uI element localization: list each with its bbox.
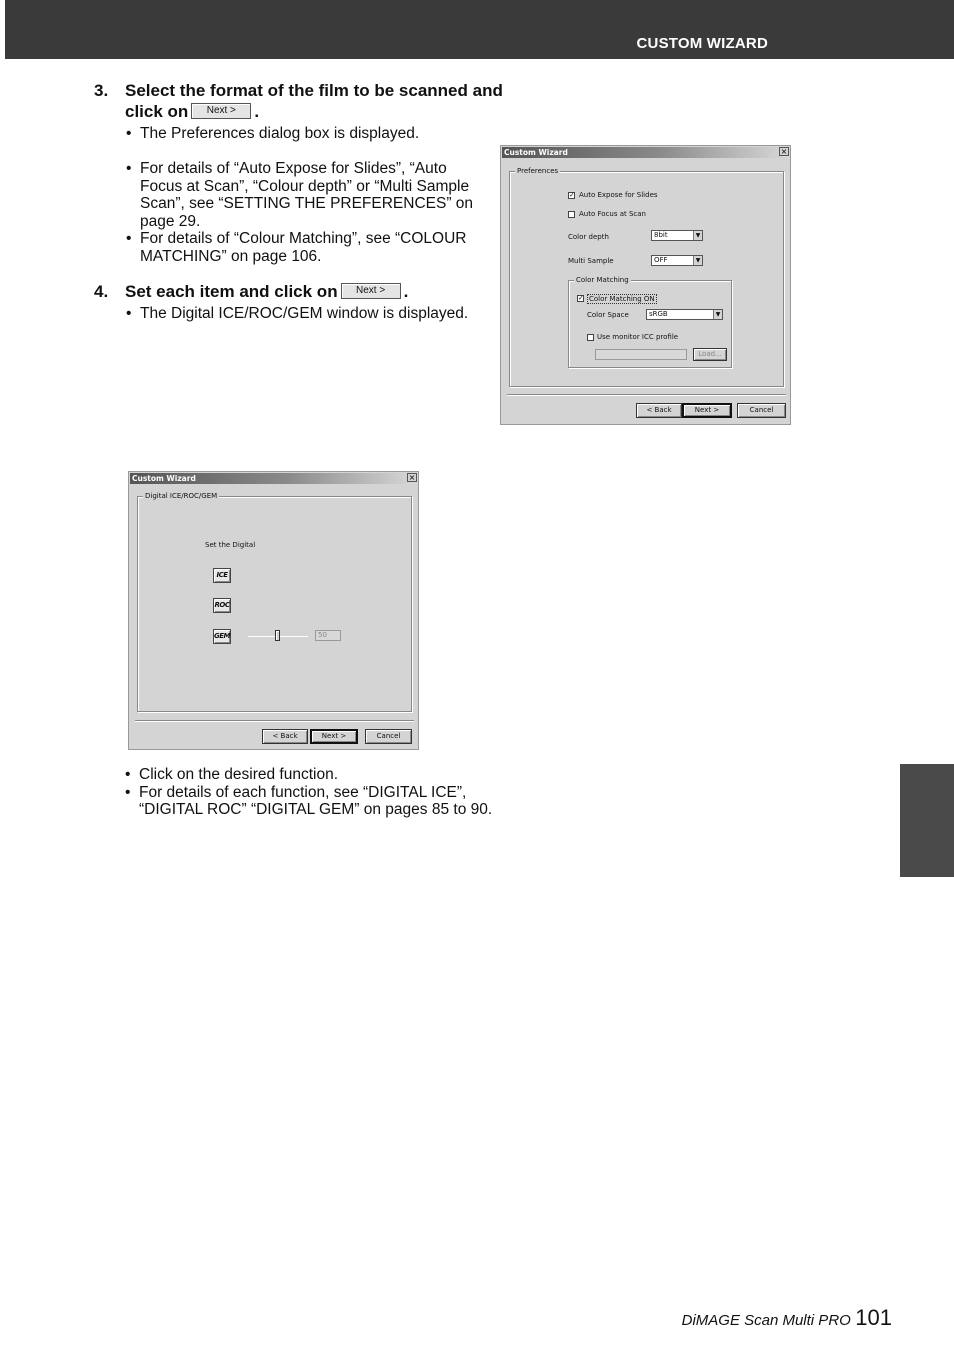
gem-value-field[interactable]: 50 xyxy=(315,630,341,641)
list-item: • For details of “Auto Expose for Slides”, “Auto xyxy=(126,160,473,178)
ice-icon[interactable]: ICE xyxy=(213,568,231,583)
next-button-image: Next > xyxy=(341,283,401,299)
roc-icon[interactable]: ROC xyxy=(213,598,231,613)
multi-sample-label: Multi Sample xyxy=(568,257,614,265)
color-matching-label: Color Matching ON xyxy=(589,295,655,303)
gem-icon[interactable]: GEM xyxy=(213,629,231,644)
step-heading-text: Set each item and click on xyxy=(125,282,338,301)
back-button[interactable]: < Back xyxy=(636,403,682,418)
page-footer xyxy=(682,1305,892,1331)
back-button[interactable]: < Back xyxy=(262,729,308,744)
list-item-cont xyxy=(125,801,492,819)
list-text: Scan”, see “SETTING THE PREFERENCES” on xyxy=(140,195,474,213)
step-heading xyxy=(125,282,408,302)
select-value: 8bit xyxy=(654,231,668,239)
page-number: 101 xyxy=(855,1305,892,1330)
list-text: MATCHING” on page 106. xyxy=(140,247,322,265)
instruction-text: Set the Digital xyxy=(205,541,256,549)
use-monitor-icc-checkbox[interactable] xyxy=(587,334,594,341)
list-text: “DIGITAL ROC” “DIGITAL GEM” on pages 85 to 90. xyxy=(139,801,493,819)
function-bullets xyxy=(125,766,492,819)
divider xyxy=(135,720,414,722)
auto-expose-checkbox[interactable]: ✓ xyxy=(569,191,575,199)
section-title: CUSTOM WIZARD xyxy=(636,35,768,52)
step-heading-text: click on xyxy=(125,102,189,121)
cancel-button[interactable]: Cancel xyxy=(365,729,412,744)
icc-profile-field[interactable] xyxy=(595,349,687,360)
list-text: Focus at Scan”, “Colour depth” or “Multi Sample xyxy=(140,177,470,195)
step-number: 4. xyxy=(94,282,109,301)
list-item: • Click on the desired function. xyxy=(125,766,492,784)
color-space-select[interactable] xyxy=(646,309,723,320)
group-label: Preferences xyxy=(517,167,559,175)
step-period: . xyxy=(403,282,409,301)
next-button[interactable]: Next > xyxy=(682,403,732,418)
gem-slider-handle[interactable] xyxy=(275,630,280,641)
list-item: • The Digital ICE/ROC/GEM window is displayed. xyxy=(126,305,468,323)
digital-ice-group xyxy=(137,492,412,712)
next-button[interactable]: Next > xyxy=(310,729,358,744)
use-monitor-icc-label: Use monitor ICC profile xyxy=(597,333,679,341)
auto-expose-label: Auto Expose for Slides xyxy=(579,191,658,199)
list-item-cont xyxy=(126,178,473,196)
dialog-title: Custom Wizard xyxy=(132,474,196,483)
chevron-down-icon[interactable]: ▼ xyxy=(713,310,722,319)
load-button[interactable]: Load... xyxy=(693,348,727,361)
step-heading-line2 xyxy=(125,102,259,122)
chevron-down-icon[interactable]: ▼ xyxy=(693,231,702,240)
step-heading-line1: Select the format of the film to be scanned and xyxy=(125,81,503,100)
list-item-cont xyxy=(126,248,473,266)
dialog-titlebar xyxy=(502,147,789,158)
preferences-dialog xyxy=(500,145,791,425)
color-space-label: Color Space xyxy=(587,311,629,319)
chapter-side-tab xyxy=(900,764,954,877)
list-item-cont xyxy=(126,213,473,231)
dialog-titlebar xyxy=(130,473,417,484)
list-item: • For details of each function, see “DIGITAL ICE”, xyxy=(125,784,492,802)
divider xyxy=(507,394,786,396)
close-icon[interactable]: × xyxy=(408,473,416,482)
select-value: OFF xyxy=(654,256,668,264)
color-matching-checkbox[interactable]: ✓ xyxy=(578,294,584,302)
digital-ice-dialog xyxy=(128,471,419,750)
step-number: 3. xyxy=(94,81,109,100)
cancel-button[interactable]: Cancel xyxy=(737,403,786,418)
auto-focus-checkbox[interactable] xyxy=(568,211,575,218)
step4-bullets xyxy=(126,305,468,323)
step3-bullet-group xyxy=(126,160,473,266)
dialog-title: Custom Wizard xyxy=(504,148,568,157)
multi-sample-select[interactable] xyxy=(651,255,703,266)
select-value: sRGB xyxy=(649,310,668,318)
list-text: page 29. xyxy=(140,212,201,230)
step-period: . xyxy=(254,102,260,121)
chevron-down-icon[interactable]: ▼ xyxy=(693,256,702,265)
group-label: Color Matching xyxy=(576,276,629,284)
header-bar xyxy=(5,0,954,59)
close-icon[interactable]: × xyxy=(780,147,788,156)
auto-focus-label: Auto Focus at Scan xyxy=(579,210,646,218)
next-button-image: Next > xyxy=(191,103,251,119)
step3-bullet-1 xyxy=(126,125,419,143)
list-item-cont xyxy=(126,195,473,213)
footer-title: DiMAGE Scan Multi PRO xyxy=(681,1312,851,1329)
list-item: • The Preferences dialog box is displayed. xyxy=(126,125,419,143)
color-depth-label: Color depth xyxy=(568,233,609,241)
group-label: Digital ICE/ROC/GEM xyxy=(145,492,218,500)
color-depth-select[interactable] xyxy=(651,230,703,241)
list-item: • For details of “Colour Matching”, see “COLOUR xyxy=(126,230,473,248)
